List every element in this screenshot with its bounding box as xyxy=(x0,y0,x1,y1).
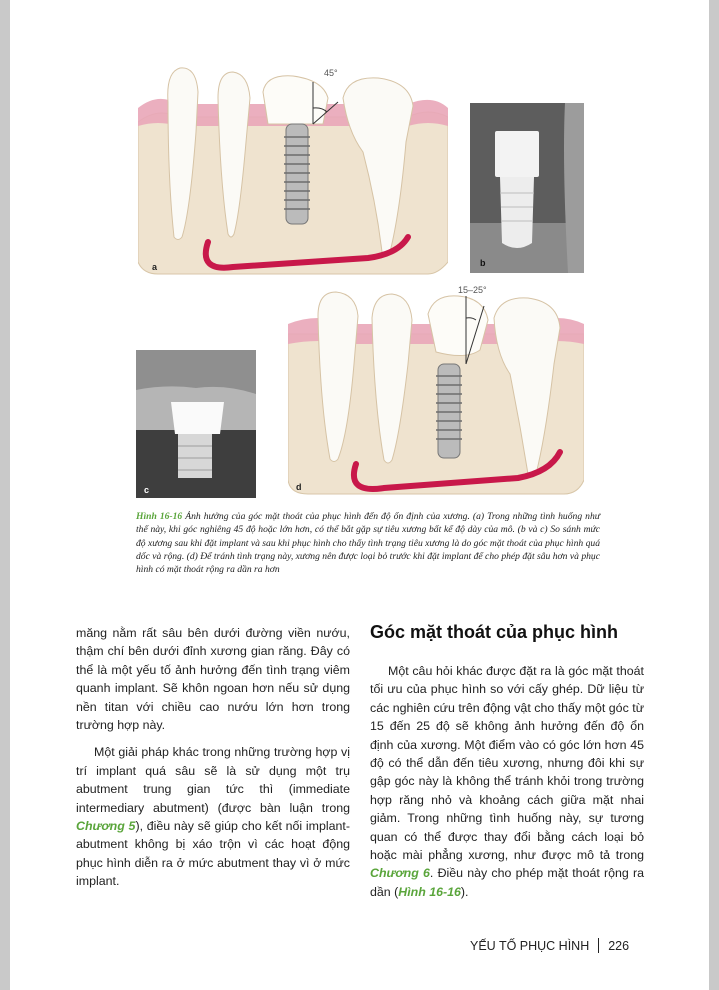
paragraph-text: ). xyxy=(460,884,469,899)
figure-caption-text: Ảnh hưởng của góc mặt thoát của phục hình đến độ ổn định của xương. (a) Trong những tình huống như thế này, khi góc nghiêng 45 độ hoặc lớn hơn, có thể bắt gặp sự tiêu xương bất kể độ dày của mô. (b và c) So sánh mức độ xương sau khi đặt implant và sau khi phục hình cho thấy tình trạng tiêu xương là do góc mặt thoát của phục hình quá dốc và rộng. (d) Để tránh tình trạng này, xương nên được loại bỏ trước khi đặt implant để cho phép đặt sâu hơn và phục hình có mặt thoát rộng ra dần ra hơn xyxy=(136,511,600,576)
paragraph-text: . Điều này cho phép mặt thoát rộng ra dần ( xyxy=(370,866,645,899)
page-number: 226 xyxy=(608,939,630,953)
panel-letter-b: b xyxy=(480,258,486,268)
xray-image-b xyxy=(470,103,584,273)
angle-label-45: 45° xyxy=(324,68,338,78)
illustration-implant-45deg xyxy=(138,62,448,276)
left-column xyxy=(76,624,350,891)
figure-panel-b xyxy=(470,103,584,273)
figure-panel-d xyxy=(288,284,584,498)
figure-panel-a xyxy=(138,62,448,276)
paragraph: măng nằm rất sâu bên dưới đường viền nướu, thậm chí bên dưới đỉnh xương gian răng. Đây có thể là một yếu tố ảnh hưởng đến tình trạng viêm quanh implant. Sẽ khôn ngoan hơn nếu sử dụng nền titan với chiều cao nướu lớn hơn trong trường hợp này. xyxy=(76,626,350,733)
chapter-5-link[interactable]: Chương 5 xyxy=(76,819,136,834)
xray-image-c xyxy=(136,350,256,498)
footer-divider xyxy=(598,938,599,953)
angle-label-15-25: 15–25° xyxy=(458,285,487,295)
paragraph-text: Một giải pháp khác trong những trường hợp vị trí implant quá sâu sẽ là sử dụng một trụ abutment trung gian tức thì (immediate intermediary abutment) (được bàn luận trong xyxy=(76,745,350,815)
chapter-6-link[interactable]: Chương 6 xyxy=(370,866,430,881)
paragraph-text: ), điều này sẽ giúp cho kết nối implant-abutment không bị xáo trộn vì các hoạt động phục hình diễn ra ở mức abutment thay vì ở mức implant. xyxy=(76,819,350,889)
paragraph xyxy=(370,662,644,901)
figure-caption-label: Hình 16-16 xyxy=(136,511,183,522)
panel-letter-a: a xyxy=(152,262,158,272)
book-page xyxy=(10,0,709,990)
illustration-implant-15-25deg xyxy=(288,284,584,498)
section-heading: Góc mặt thoát của phục hình xyxy=(370,622,619,642)
right-column xyxy=(370,662,644,901)
figure-caption xyxy=(136,510,600,576)
figure-panel-c xyxy=(136,350,256,498)
figure-16-16-link[interactable]: Hình 16-16 xyxy=(398,884,461,899)
footer-section-title: YẾU TỐ PHỤC HÌNH xyxy=(470,939,590,953)
panel-letter-d: d xyxy=(296,482,302,492)
paragraph xyxy=(76,743,350,890)
paragraph-text: Một câu hỏi khác được đặt ra là góc mặt thoát tối ưu của phục hình so với cấy ghép. Dữ liệu từ các nghiên cứu trên động vật cho thấy một góc từ 15 đến 25 độ sẽ không ảnh hưởng đến độ ổn định của xương. Một điểm vào có góc lớn hơn 45 độ có thể dẫn đến tiêu xương, nhưng đôi khi sự gập góc này là không thể tránh khỏi trong trường hợp răng nhỏ và khoảng cách giữa mặt nhai giảm. Trong những tình huống này, sự tương quan có thể được thay đổi bằng cách loại bỏ hoặc mài phẳng xương, như được mô tả trong xyxy=(370,664,644,863)
page-footer xyxy=(470,938,629,953)
panel-letter-c: c xyxy=(144,485,150,495)
